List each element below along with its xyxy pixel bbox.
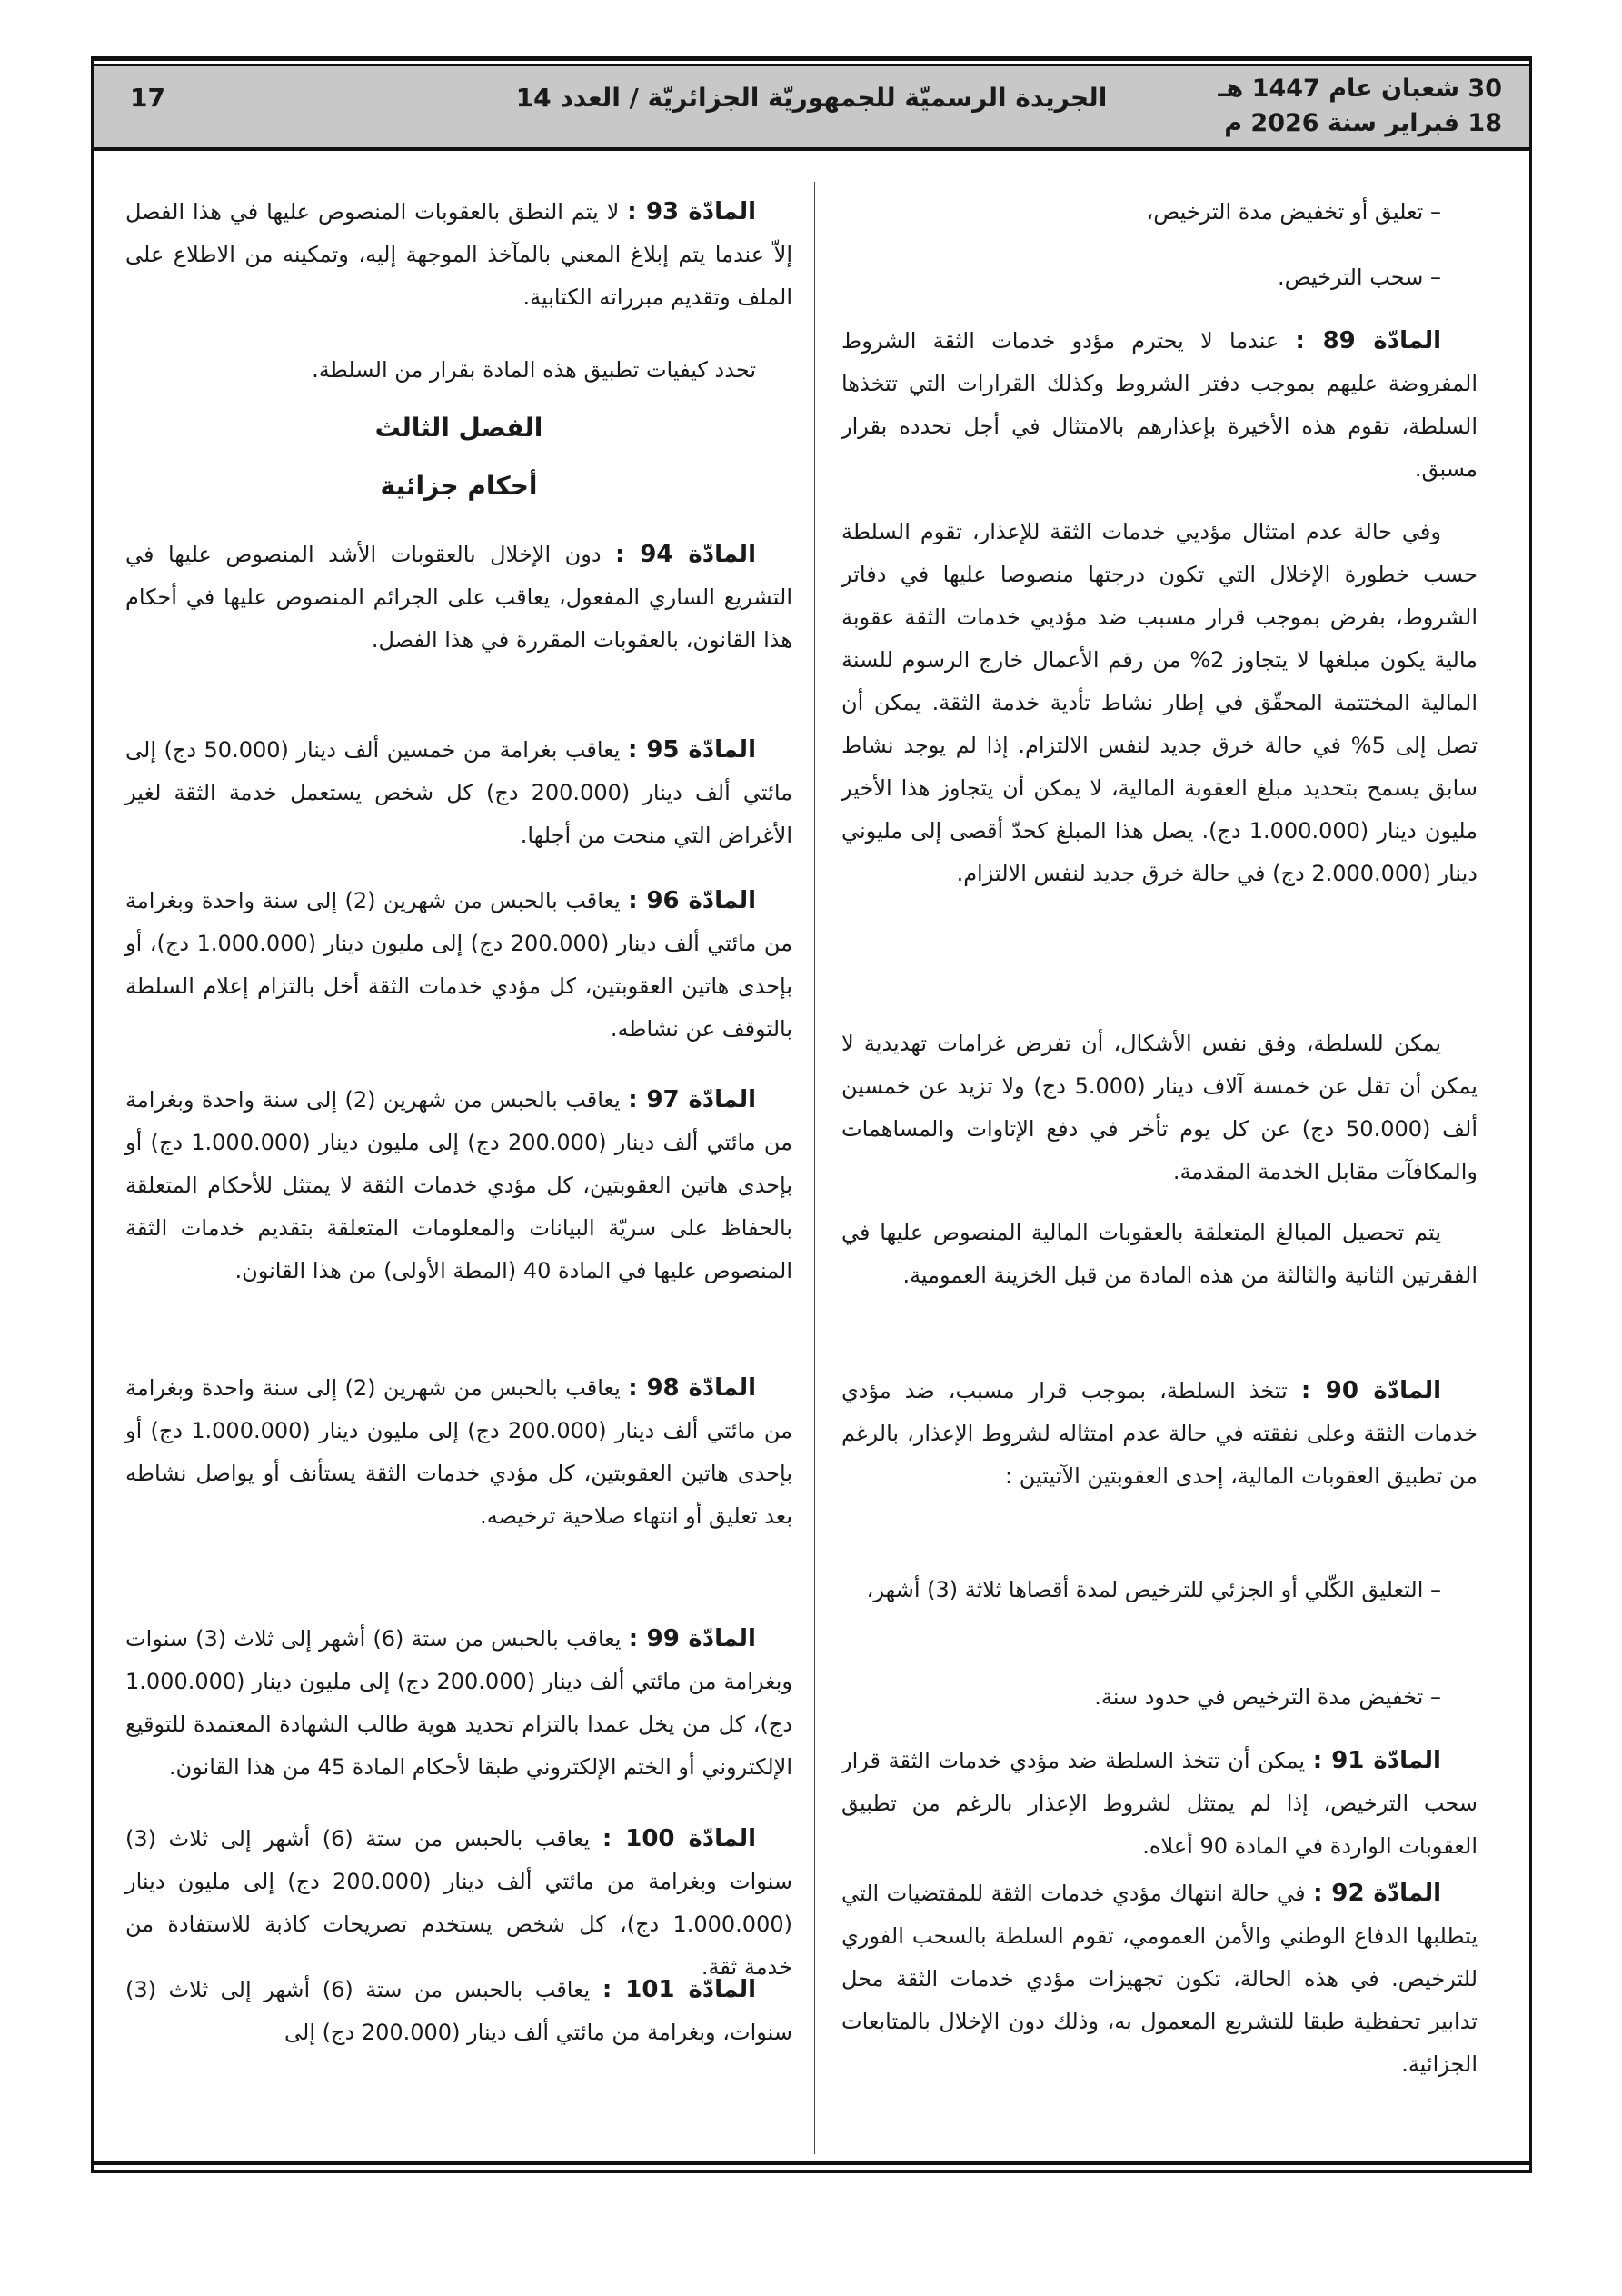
bottom-rule xyxy=(91,2170,1532,2173)
chapter-subtitle: أحكام جزائية xyxy=(380,471,538,501)
gregorian-date: 18 فبراير سنة 2026 م xyxy=(1224,109,1502,137)
list-item: – تخفيض مدة الترخيص في حدود سنة. xyxy=(1094,1684,1441,1710)
gazette-title: الجريدة الرسميّة للجمهوريّة الجزائريّة / العدد 14 xyxy=(515,83,1108,113)
chapter-title: الفصل الثالث xyxy=(374,413,543,443)
article-92: المادّة 92 : في حالة انتهاك مؤدي خدمات الثقة للمقتضيات التي يتطلبها الدفاع الوطني والأمن العمومي، تقوم السلطة بالسحب الفوري للترخيص. في هذه الحالة، تكون تجهيزات مؤدي خدمات الثقة محل تدابير تحفظية طبقا للتشريع المعمول به، وذلك دون الإخلال بالمتابعات الجزائية. xyxy=(841,1880,1478,2077)
article-89: المادّة 89 : عندما لا يحترم مؤدو خدمات الثقة الشروط المفروضة عليهم بموجب دفتر الشروط وكذلك القرارات التي تتخذها السلطة، تقوم هذه الأخيرة بإعذارهم بالامتثال في أجل تحدده بقرار مسبق. xyxy=(841,327,1478,482)
list-item: – سحب الترخيص. xyxy=(1278,265,1441,290)
article-97: المادّة 97 : يعاقب بالحبس من شهرين (2) إلى سنة واحدة وبغرامة من مائتي ألف دينار (200.000 دج) إلى مليون دينار (1.000.000 دج) أو بإحدى هاتين العقوبتين، كل مؤدي خدمات الثقة لا يمتثل للأحكام المتعلقة بالحفاظ على سريّة البيانات والمعلومات المتعلقة بتقديم خدمات الثقة المنصوص عليها في المادة 40 (المطة الأولى) من هذا القانون. xyxy=(125,1086,793,1283)
bottom-rule xyxy=(91,2161,1532,2165)
article-99: المادّة 99 : يعاقب بالحبس من ستة (6) أشهر إلى ثلاث (3) سنوات وبغرامة من مائتي ألف دينار (200.000 دج) إلى مليون دينار (1.000.000 دج)، كل من يخل عمدا بالتزام تحديد هوية طالب الشهادة المعتمدة للتوقيع الإلكتروني أو الختم الإلكتروني طبقا لأحكام المادة 45 من هذا القانون. xyxy=(125,1625,792,1780)
article-94: المادّة 94 : دون الإخلال بالعقوبات الأشد المنصوص عليها في التشريع الساري المفعول، يعاقب على الجرائم المنصوص عليها في أحكام هذا القانون، بالعقوبات المقررة في هذا الفصل. xyxy=(125,541,792,653)
gazette-header xyxy=(94,64,1529,151)
list-item: – التعليق الكّلي أو الجزئي للترخيص لمدة أقصاها ثلاثة (3) أشهر، xyxy=(866,1577,1441,1602)
article-90: المادّة 90 : تتخذ السلطة، بموجب قرار مسبب، ضد مؤدي خدمات الثقة وعلى نفقته في حالة عدم امتثاله لشروط الإعذار، بالرغم من تطبيق العقوبات المالية، إحدى العقوبتين الآتيتين : xyxy=(841,1377,1478,1489)
column-divider xyxy=(814,182,815,2154)
article-101: المادّة 101 : يعاقب بالحبس من ستة (6) أشهر إلى ثلاث (3) سنوات، وبغرامة من مائتي ألف دينار (200.000 دج) إلى xyxy=(125,1976,792,2045)
article-96: المادّة 96 : يعاقب بالحبس من شهرين (2) إلى سنة واحدة وبغرامة من مائتي ألف دينار (200.000 دج) إلى مليون دينار (1.000.000 دج)، أو بإحدى هاتين العقوبتين، كل مؤدي خدمات الثقة أخل بالتزام إعلام السلطة بالتوقف عن نشاطه. xyxy=(125,887,792,1042)
paragraph: يتم تحصيل المبالغ المتعلقة بالعقوبات المالية المنصوص عليها في الفقرتين الثانية والثالثة من هذه المادة من قبل الخزينة العمومية. xyxy=(841,1220,1478,1288)
hijri-date: 30 شعبان عام 1447 هـ xyxy=(1218,75,1502,103)
article-95: المادّة 95 : يعاقب بغرامة من خمسين ألف دينار (50.000 دج) إلى مائتي ألف دينار (200.000 دج) كل شخص يستعمل خدمة الثقة لغير الأغراض التي منحت من أجلها. xyxy=(125,736,792,848)
article-98: المادّة 98 : يعاقب بالحبس من شهرين (2) إلى سنة واحدة وبغرامة من مائتي ألف دينار (200.000 دج) إلى مليون دينار (1.000.000 دج) أو بإحدى هاتين العقوبتين، كل مؤدي خدمات الثقة يستأنف أو يواصل نشاطه بعد تعليق أو انتهاء صلاحية ترخيصه. xyxy=(125,1374,793,1529)
page-number: 17 xyxy=(130,83,165,113)
paragraph: يمكن للسلطة، وفق نفس الأشكال، أن تفرض غرامات تهديدية لا يمكن أن تقل عن خمسة آلاف دينار (5.000 دج) ولا تزيد عن خمسين ألف (50.000 دج) عن كل يوم تأخر في دفع الإتاوات والمساهمات والمكافآت مقابل الخدمة المقدمة. xyxy=(841,1031,1478,1184)
article-91: المادّة 91 : يمكن أن تتخذ السلطة ضد مؤدي خدمات الثقة قرار سحب الترخيص، إذا لم يمتثل لشروط الإعذار بالرغم من تطبيق العقوبات الواردة في المادة 90 أعلاه. xyxy=(841,1747,1478,1859)
article-100: المادّة 100 : يعاقب بالحبس من ستة (6) أشهر إلى ثلاث (3) سنوات وبغرامة من مائتي ألف دينار (200.000 دج) إلى مليون دينار (1.000.000 دج)، كل شخص يستخدم تصريحات كاذبة للاستفادة من خدمة ثقة. xyxy=(125,1825,792,1980)
list-item: – تعليق أو تخفيض مدة الترخيص، xyxy=(1146,199,1441,225)
paragraph: تحدد كيفيات تطبيق هذه المادة بقرار من السلطة. xyxy=(312,357,756,383)
article-93: المادّة 93 : لا يتم النطق بالعقوبات المنصوص عليها في هذا الفصل إلاّ عندما يتم إبلاغ المعني بالمآخذ الموجهة إليه، وتمكينه من الاطلاع على الملف وتقديم مبرراته الكتابية. xyxy=(125,198,792,310)
paragraph: وفي حالة عدم امتثال مؤديي خدمات الثقة للإعذار، تقوم السلطة حسب خطورة الإخلال التي تكون درجتها منصوصا عليها في دفاتر الشروط، بفرض بموجب قرار مسبب ضد مؤديي خدمات الثقة عقوبة مالية يكون مبلغها لا يتجاوز 2% من رقم الأعمال خارج الرسوم للسنة المالية المختتمة المحقّق في إطار نشاط تأدية خدمة الثقة. يمكن أن تصل إلى 5% في حالة خرق جديد لنفس الالتزام. إذا لم يوجد نشاط سابق يسمح بتحديد مبلغ العقوبة المالية، لا يمكن أن يتجاوز هذا الأخير مليون دينار (1.000.000 دج). يصل هذا المبلغ كحدّ أقصى إلى مليوني دينار (2.000.000 دج) في حالة خرق جديد لنفس الالتزام. xyxy=(841,519,1478,886)
